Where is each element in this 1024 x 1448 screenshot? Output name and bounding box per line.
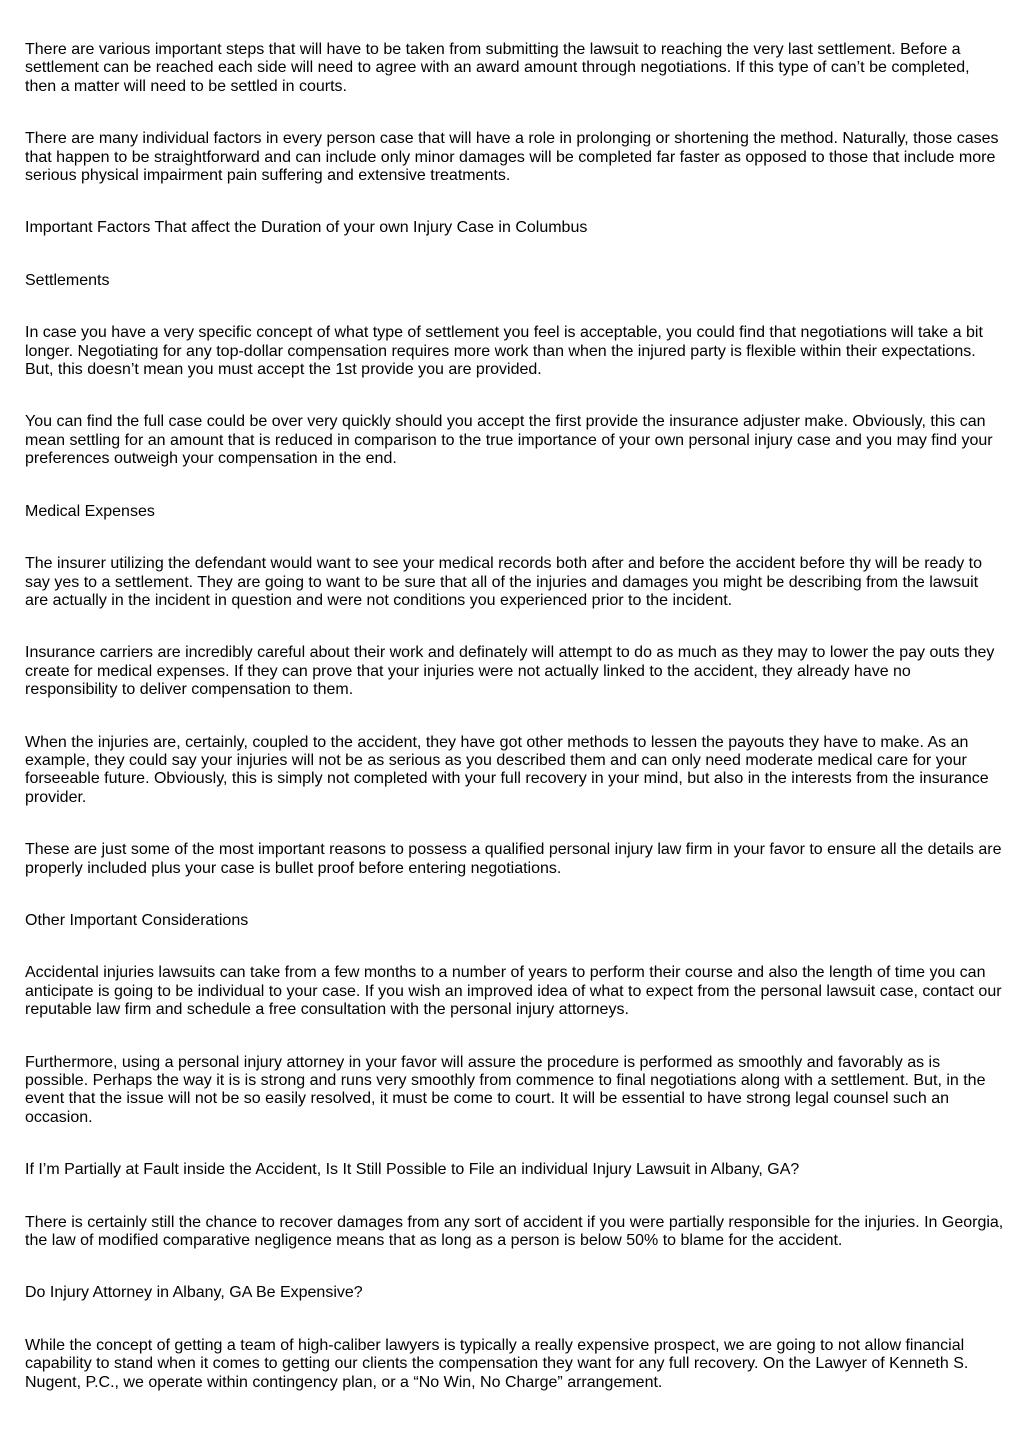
- document-page: [25, 41, 1005, 1426]
- paragraph-medical-records: The insurer utilizing the defendant would want to see your medical records both after and before the accident before thy will be ready to say yes to a settlement. They are going to want to be sure that all of the injuries and damages you might be describing from the lawsuit are actually in the incident in question and were not conditions you experienced prior to the incident.: [25, 555, 982, 609]
- paragraph-reasons: These are just some of the most important reasons to possess a qualified personal injury law firm in your favor to ensure all the details are properly included plus your case is bullet proof before entering negotiations.: [25, 841, 1002, 877]
- heading-settlements: Settlements: [25, 271, 110, 289]
- paragraph-comparative-negligence: There is certainly still the chance to recover damages from any sort of accident if you were partially responsible for the injuries. In Georgia, the law of modified comparative negligence means that as long as a person is below 50% to blame for the accident.: [25, 1213, 1004, 1250]
- paragraph-factors: There are many individual factors in every person case that will have a role in prolonging or shortening the method. Naturally, those cases that happen to be straightforward and can include only minor damages will be completed far faster as opposed to those that include more serious physical impairment pain suffering and extensive treatments.: [25, 130, 999, 185]
- paragraph-contingency: While the concept of getting a team of high-caliber lawyers is typically a really expensive prospect, we are going to not allow financial capability to stand when it comes to getting our clients the compensation they want for any full recovery. On the Lawyer of Kenneth S. Nugent, P.C., we operate within contingency plan, or a “No Win, No Charge” arrangement.: [25, 1336, 969, 1391]
- paragraph-settlement-quick: You can find the full case could be over very quickly should you accept the first provide the insurance adjuster make. Obviously, this can mean settling for an amount that is reduced in comparison to the true importance of your own personal injury case and you may find your preferences outweigh your compensation in the end.: [25, 413, 993, 468]
- heading-important-factors: Important Factors That affect the Duration of your own Injury Case in Columbus: [25, 219, 588, 237]
- heading-attorney-expensive: Do Injury Attorney in Albany, GA Be Expensive?: [25, 1284, 363, 1302]
- heading-medical-expenses: Medical Expenses: [25, 502, 155, 520]
- paragraph-injuries-coupled: When the injuries are, certainly, coupled to the accident, they have got other methods to lessen the payouts they have to make. As an example, they could say your injuries will not be as serious as you described them and can only need moderate medical care for your forseeable future. Obviously, this is simply not completed with your full recovery in your mind, but also in the interests from the insurance provider.: [25, 733, 989, 806]
- paragraph-lawsuit-duration: Accidental injuries lawsuits can take from a few months to a number of years to perform their course and also the length of time you can anticipate is going to be individual to your case. If you wish an improved idea of what to expect from the personal lawsuit case, contact our reputable law firm and schedule a free consultation with the personal injury attorneys.: [25, 964, 1002, 1019]
- heading-other-considerations: Other Important Considerations: [25, 911, 249, 929]
- paragraph-attorney-favor: Furthermore, using a personal injury attorney in your favor will assure the procedure is performed as smoothly and favorably as is possible. Perhaps the way it is is strong and runs very smoothly from commence to final negotiations along with a settlement. But, in the event that the issue will not be so easily resolved, it must be come to court. It will be essential to have strong legal counsel such an occasion.: [25, 1053, 986, 1126]
- paragraph-intro: There are various important steps that will have to be taken from submitting the lawsuit to reaching the very last settlement. Before a settlement can be reached each side will need to agree with an award amount through negotiations. If this type of can’t be completed, then a matter will need to be settled in courts.: [25, 41, 970, 95]
- heading-partially-at-fault: If I’m Partially at Fault inside the Accident, Is It Still Possible to File an individual Injury Lawsuit in Albany, GA?: [25, 1161, 800, 1179]
- paragraph-settlement-concept: In case you have a very specific concept of what type of settlement you feel is acceptable, you could find that negotiations will take a bit longer. Negotiating for any top-dollar compensation requires more work than when the injured party is flexible within their expectations. But, this doesn’t mean you must accept the 1st provide you are provided.: [25, 324, 983, 379]
- paragraph-insurance-carriers: Insurance carriers are incredibly careful about their work and definately will attempt to do as much as they may to lower the pay outs they create for medical expenses. If they can prove that your injuries were not actually linked to the accident, they already have no responsibility to deliver compensation to them.: [25, 644, 995, 699]
